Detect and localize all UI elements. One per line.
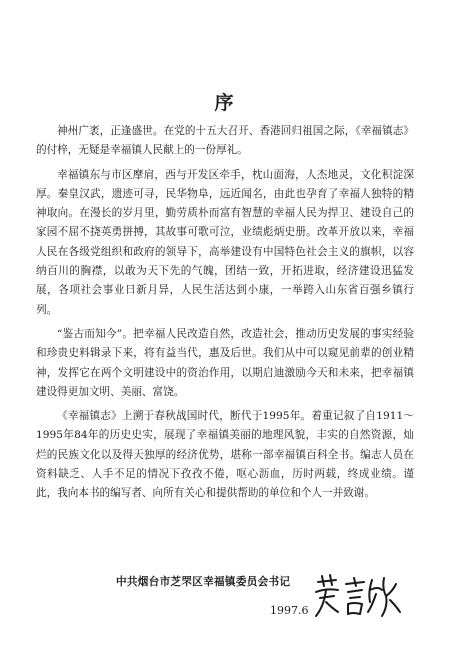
- preface-body: [36, 122, 414, 504]
- paragraph: 神州广袤，正逢盛世。在党的十五大召开、香港回归祖国之际，《幸福镇志》的付梓，无疑是幸福镇人民献上的一份厚礼。: [36, 125, 414, 157]
- paragraph: “鉴古而知今”。把幸福人民改造自然，改造社会，推动历史发展的事实经验和珍贵史料辑录下来，将有益当代，惠及后世。我们从中可以窥见前辈的创业精神，发挥它在两个文明建设中的资治作用，以期启迪激励今天和未来，把幸福镇建设得更加文明、美丽、富饶。: [36, 327, 414, 398]
- signatory-title: 中共烟台市芝罘区幸福镇委员会书记: [116, 576, 291, 588]
- preface-title: 序: [214, 92, 236, 114]
- date: 1997.6: [270, 604, 309, 617]
- paragraph: 幸福镇东与市区摩肩，西与开发区牵手，枕山面海，人杰地灵，文化积淀深厚。秦皇汉武，遗迹可寻，民华物阜，远近闻名，由此也孕育了幸福人独特的精神取向。在漫长的岁月里，勤劳质朴而富有智慧的幸福人民为捍卫、建设自己的家园不屈不挠英勇拼搏，其故事可歌可泣，业绩彪炳史册。改革开放以来，幸福人民在各级党组织和政府的领导下，高举建设有中国特色社会主义的旗帜，以容纳百川的胸襟，以敢为天下先的气魄，团结一致，开拓进取，经济建设迅猛发展，各项社会事业日新月异，人民生活达到小康，一举跨入山东省百强乡镇行列。: [36, 168, 414, 316]
- handwritten-signature: [312, 572, 402, 622]
- paragraph: 《幸福镇志》上溯于春秋战国时代，断代于1995年。着重记叙了自1911～1995年84年的历史史实，展现了幸福镇美丽的地理风貌，丰实的自然资源，灿烂的民族文化以及得天独厚的经济优势，堪称一部幸福镇百科全书。编志人员在资料缺乏、人手不足的情况下孜孜不倦，呕心沥血，历时两载，终成业绩。谨此，我向本书的编写者、向所有关心和提供帮助的单位和个人一并致谢。: [36, 410, 414, 500]
